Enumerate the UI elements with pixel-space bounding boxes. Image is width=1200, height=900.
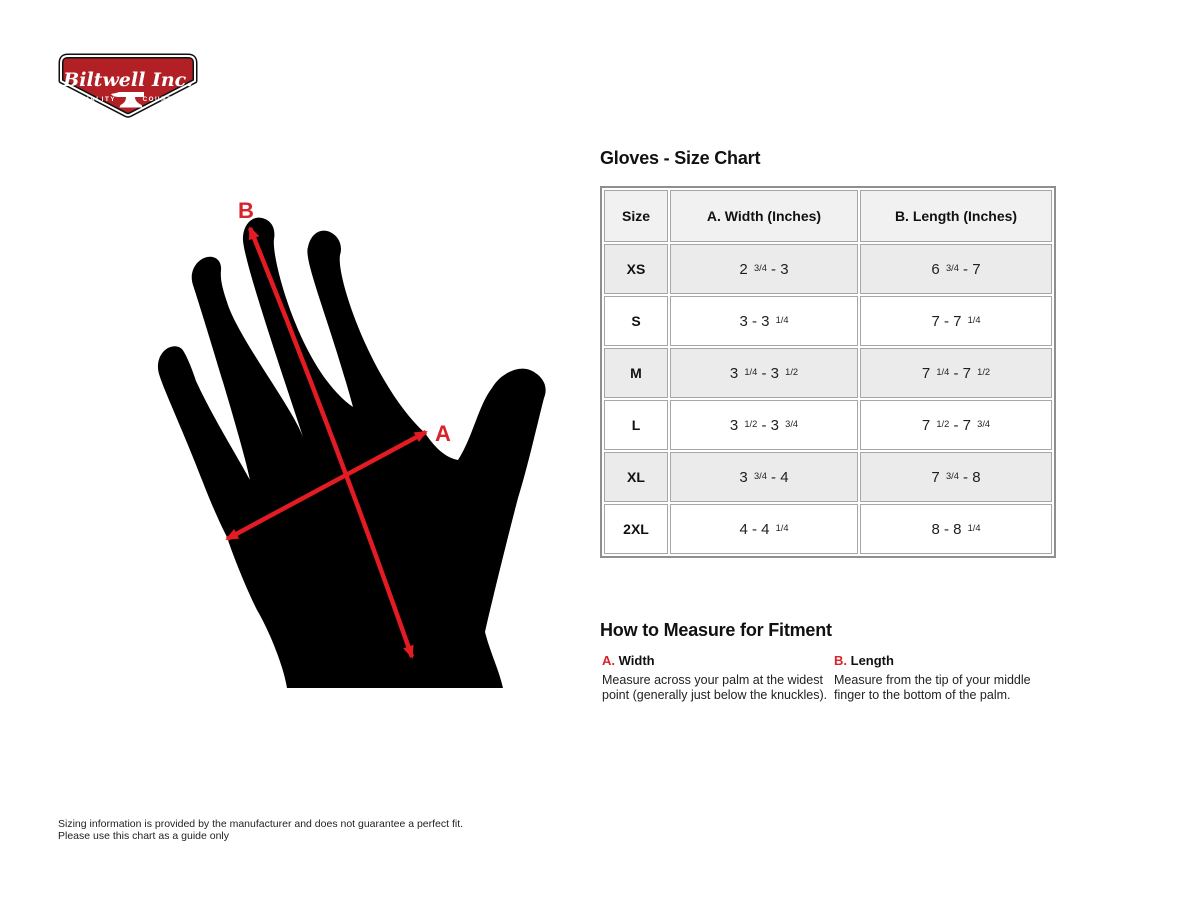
table-header-row <box>604 190 1052 242</box>
measure-length-description: Measure from the tip of your middle finger to the bottom of the palm. <box>834 673 1031 702</box>
measure-length-name: Length <box>850 653 894 668</box>
size-label: L <box>604 400 668 450</box>
measure-instructions-width <box>602 653 830 702</box>
width-value: 3 3/4 - 4 <box>670 452 858 502</box>
table-row-m <box>604 348 1052 398</box>
table-row-s <box>604 296 1052 346</box>
measure-instructions-length <box>834 653 1060 702</box>
size-label: XL <box>604 452 668 502</box>
column-header-size: Size <box>604 190 668 242</box>
size-chart-title: Gloves - Size Chart <box>600 148 761 168</box>
disclaimer-line-1: Sizing information is provided by the manufacturer and does not guarantee a perfect fit. <box>58 818 464 830</box>
length-value: 7 - 7 1/4 <box>860 296 1052 346</box>
measure-width-name: Width <box>618 653 655 668</box>
length-value: 7 1/2 - 7 3/4 <box>860 400 1052 450</box>
width-value: 3 - 3 1/4 <box>670 296 858 346</box>
table-row-l <box>604 400 1052 450</box>
width-value: 3 1/2 - 3 3/4 <box>670 400 858 450</box>
hand-silhouette <box>158 218 546 688</box>
measure-length-heading <box>834 653 1060 668</box>
column-header-length: B. Length (Inches) <box>860 190 1052 242</box>
measure-width-description: Measure across your palm at the widest point (generally just below the knuckles). <box>602 673 828 702</box>
size-label: S <box>604 296 668 346</box>
size-label: M <box>604 348 668 398</box>
hand-measurement-diagram <box>140 190 580 700</box>
length-value: 7 3/4 - 8 <box>860 452 1052 502</box>
logo-tagline-left: “QUALITY <box>73 96 117 103</box>
table-row-2xl <box>604 504 1052 554</box>
disclaimer <box>58 818 463 842</box>
size-label: 2XL <box>604 504 668 554</box>
width-value: 2 3/4 - 3 <box>670 244 858 294</box>
logo-tagline-right: COUNTS” <box>142 96 183 103</box>
width-value: 4 - 4 1/4 <box>670 504 858 554</box>
table-row-xl <box>604 452 1052 502</box>
biltwell-logo <box>57 53 199 119</box>
size-label: XS <box>604 244 668 294</box>
how-to-measure-title: How to Measure for Fitment <box>600 620 832 640</box>
length-value: 6 3/4 - 7 <box>860 244 1052 294</box>
measure-length-letter: B. <box>834 653 847 668</box>
measure-width-heading <box>602 653 830 668</box>
size-chart-table <box>600 186 1056 558</box>
measure-width-letter: A. <box>602 653 615 668</box>
length-value: 8 - 8 1/4 <box>860 504 1052 554</box>
length-value: 7 1/4 - 7 1/2 <box>860 348 1052 398</box>
label-b: B <box>238 198 254 223</box>
column-header-width: A. Width (Inches) <box>670 190 858 242</box>
width-value: 3 1/4 - 3 1/2 <box>670 348 858 398</box>
disclaimer-line-2: Please use this chart as a guide only <box>58 830 230 842</box>
logo-brand-text: Biltwell Inc. <box>63 69 193 91</box>
table-row-xs <box>604 244 1052 294</box>
size-chart-table-wrap <box>600 186 1056 558</box>
label-a: A <box>435 421 451 446</box>
